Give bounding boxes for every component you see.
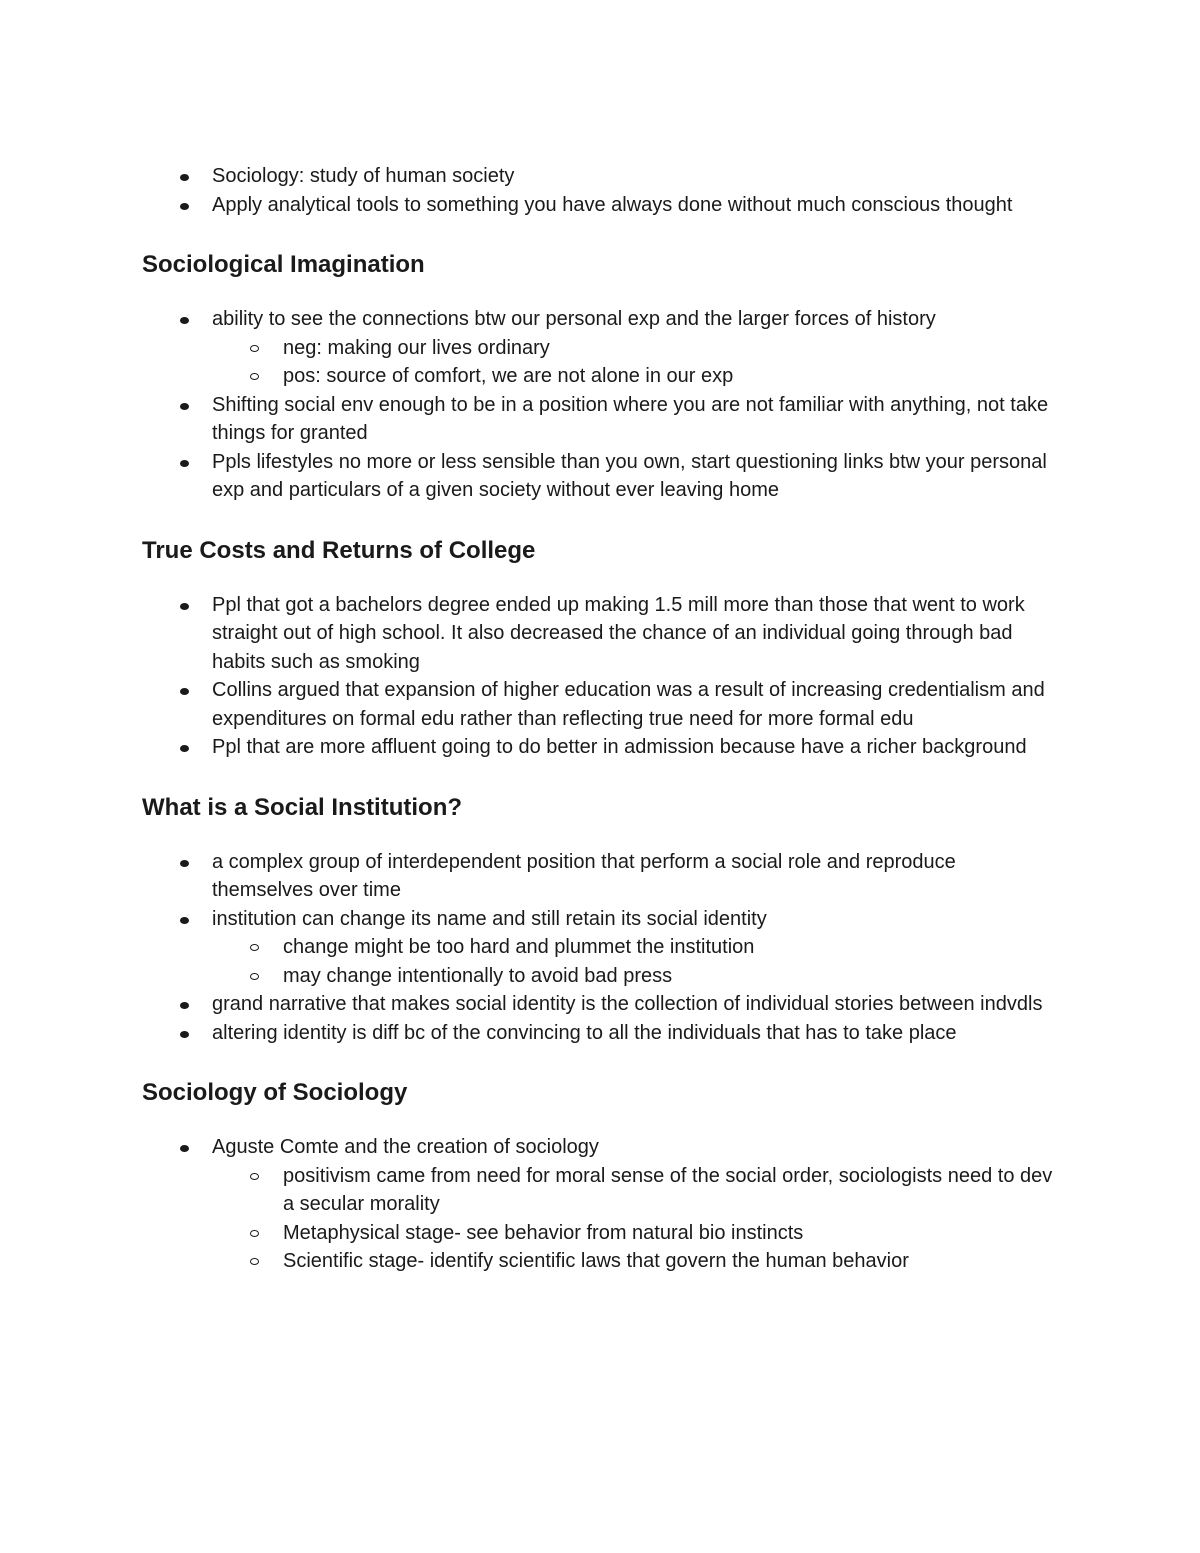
list-item-text: altering identity is diff bc of the convincing to all the individuals that has to take place xyxy=(212,1021,957,1044)
hollow-bullet-icon xyxy=(250,1258,259,1265)
bullet-icon xyxy=(180,917,189,924)
section-sociological-imagination xyxy=(142,250,1062,505)
list-item xyxy=(142,905,1062,934)
list-item-text: may change intentionally to avoid bad press xyxy=(283,964,673,987)
bullet-icon xyxy=(180,860,189,867)
sub-list-item xyxy=(142,962,1062,991)
list-item-text: Ppl that got a bachelors degree ended up making 1.5 mill more than those that went to work straight out of high school. It also decreased the chance of an individual going through bad habits such as smoking xyxy=(212,593,1025,673)
section-sociology-of-sociology xyxy=(142,1078,1062,1276)
sub-list-item xyxy=(142,362,1062,391)
section-list xyxy=(142,305,1062,505)
list-item-text: Collins argued that expansion of higher education was a result of increasing credentialism and expenditures on formal edu rather than reflecting true need for more formal edu xyxy=(212,679,1045,730)
sub-list-item xyxy=(142,334,1062,363)
list-item xyxy=(142,1133,1062,1162)
list-item-text: Ppls lifestyles no more or less sensible than you own, start questioning links btw your personal exp and particulars of a given society without ever leaving home xyxy=(212,450,1047,501)
list-item xyxy=(142,990,1062,1019)
list-item-text: Scientific stage- identify scientific laws that govern the human behavior xyxy=(283,1250,909,1272)
section-list xyxy=(142,591,1062,762)
hollow-bullet-icon xyxy=(250,973,259,980)
bullet-icon xyxy=(180,603,189,610)
bullet-icon xyxy=(180,174,189,181)
bullet-icon xyxy=(180,1031,189,1038)
bullet-icon xyxy=(180,688,189,695)
section-heading: Sociological Imagination xyxy=(142,251,425,278)
list-item-text: neg: making our lives ordinary xyxy=(283,336,550,359)
list-item xyxy=(142,162,1062,191)
list-item xyxy=(142,676,1062,733)
list-item xyxy=(142,1019,1062,1048)
list-item xyxy=(142,391,1062,448)
list-item-text: Shifting social env enough to be in a position where you are not familiar with anything, not take things for granted xyxy=(212,393,1049,444)
bullet-icon xyxy=(180,403,189,410)
list-item-text: ability to see the connections btw our personal exp and the larger forces of history xyxy=(212,308,936,330)
list-item xyxy=(142,848,1062,905)
section-heading: Sociology of Sociology xyxy=(142,1079,408,1106)
bullet-icon xyxy=(180,460,189,467)
list-item xyxy=(142,733,1062,762)
bullet-icon xyxy=(180,203,189,210)
section-heading: True Costs and Returns of College xyxy=(142,536,536,564)
hollow-bullet-icon xyxy=(250,1230,259,1237)
section-what-is-a-social-institution xyxy=(142,793,1062,1048)
sub-list-item xyxy=(142,1219,1062,1248)
list-item-text: a complex group of interdependent position that perform a social role and reproduce themselves over time xyxy=(212,850,956,901)
hollow-bullet-icon xyxy=(250,1173,259,1180)
bullet-icon xyxy=(180,1002,189,1009)
list-item-text: Metaphysical stage- see behavior from natural bio instincts xyxy=(283,1221,804,1244)
list-item-text: Apply analytical tools to something you have always done without much conscious thought xyxy=(212,193,1013,216)
list-item-text: positivism came from need for moral sense of the social order, sociologists need to dev a secular morality xyxy=(283,1164,1053,1215)
hollow-bullet-icon xyxy=(250,345,259,352)
list-item-text: Sociology: study of human society xyxy=(212,165,515,187)
document-page xyxy=(142,162,1062,1276)
intro-list xyxy=(142,162,1062,219)
list-item-text: institution can change its name and still retain its social identity xyxy=(212,907,767,930)
bullet-icon xyxy=(180,1145,189,1152)
sub-list-item xyxy=(142,1162,1062,1219)
list-item-text: grand narrative that makes social identity is the collection of individual stories between indvdls xyxy=(212,993,1043,1015)
list-item xyxy=(142,591,1062,677)
section-list xyxy=(142,848,1062,1048)
hollow-bullet-icon xyxy=(250,373,259,380)
list-item xyxy=(142,305,1062,334)
list-item-text: Aguste Comte and the creation of sociology xyxy=(212,1136,599,1158)
section-list xyxy=(142,1133,1062,1276)
sub-list-item xyxy=(142,1247,1062,1276)
section-heading: What is a Social Institution? xyxy=(142,793,463,821)
bullet-icon xyxy=(180,317,189,324)
section-true-costs-and-returns-of-college xyxy=(142,536,1062,762)
list-item xyxy=(142,448,1062,505)
list-item-text: pos: source of comfort, we are not alone in our exp xyxy=(283,365,734,387)
list-item xyxy=(142,191,1062,220)
list-item-text: change might be too hard and plummet the institution xyxy=(283,936,755,958)
list-item-text: Ppl that are more affluent going to do better in admission because have a richer background xyxy=(212,736,1027,758)
bullet-icon xyxy=(180,745,189,752)
sub-list-item xyxy=(142,933,1062,962)
hollow-bullet-icon xyxy=(250,944,259,951)
